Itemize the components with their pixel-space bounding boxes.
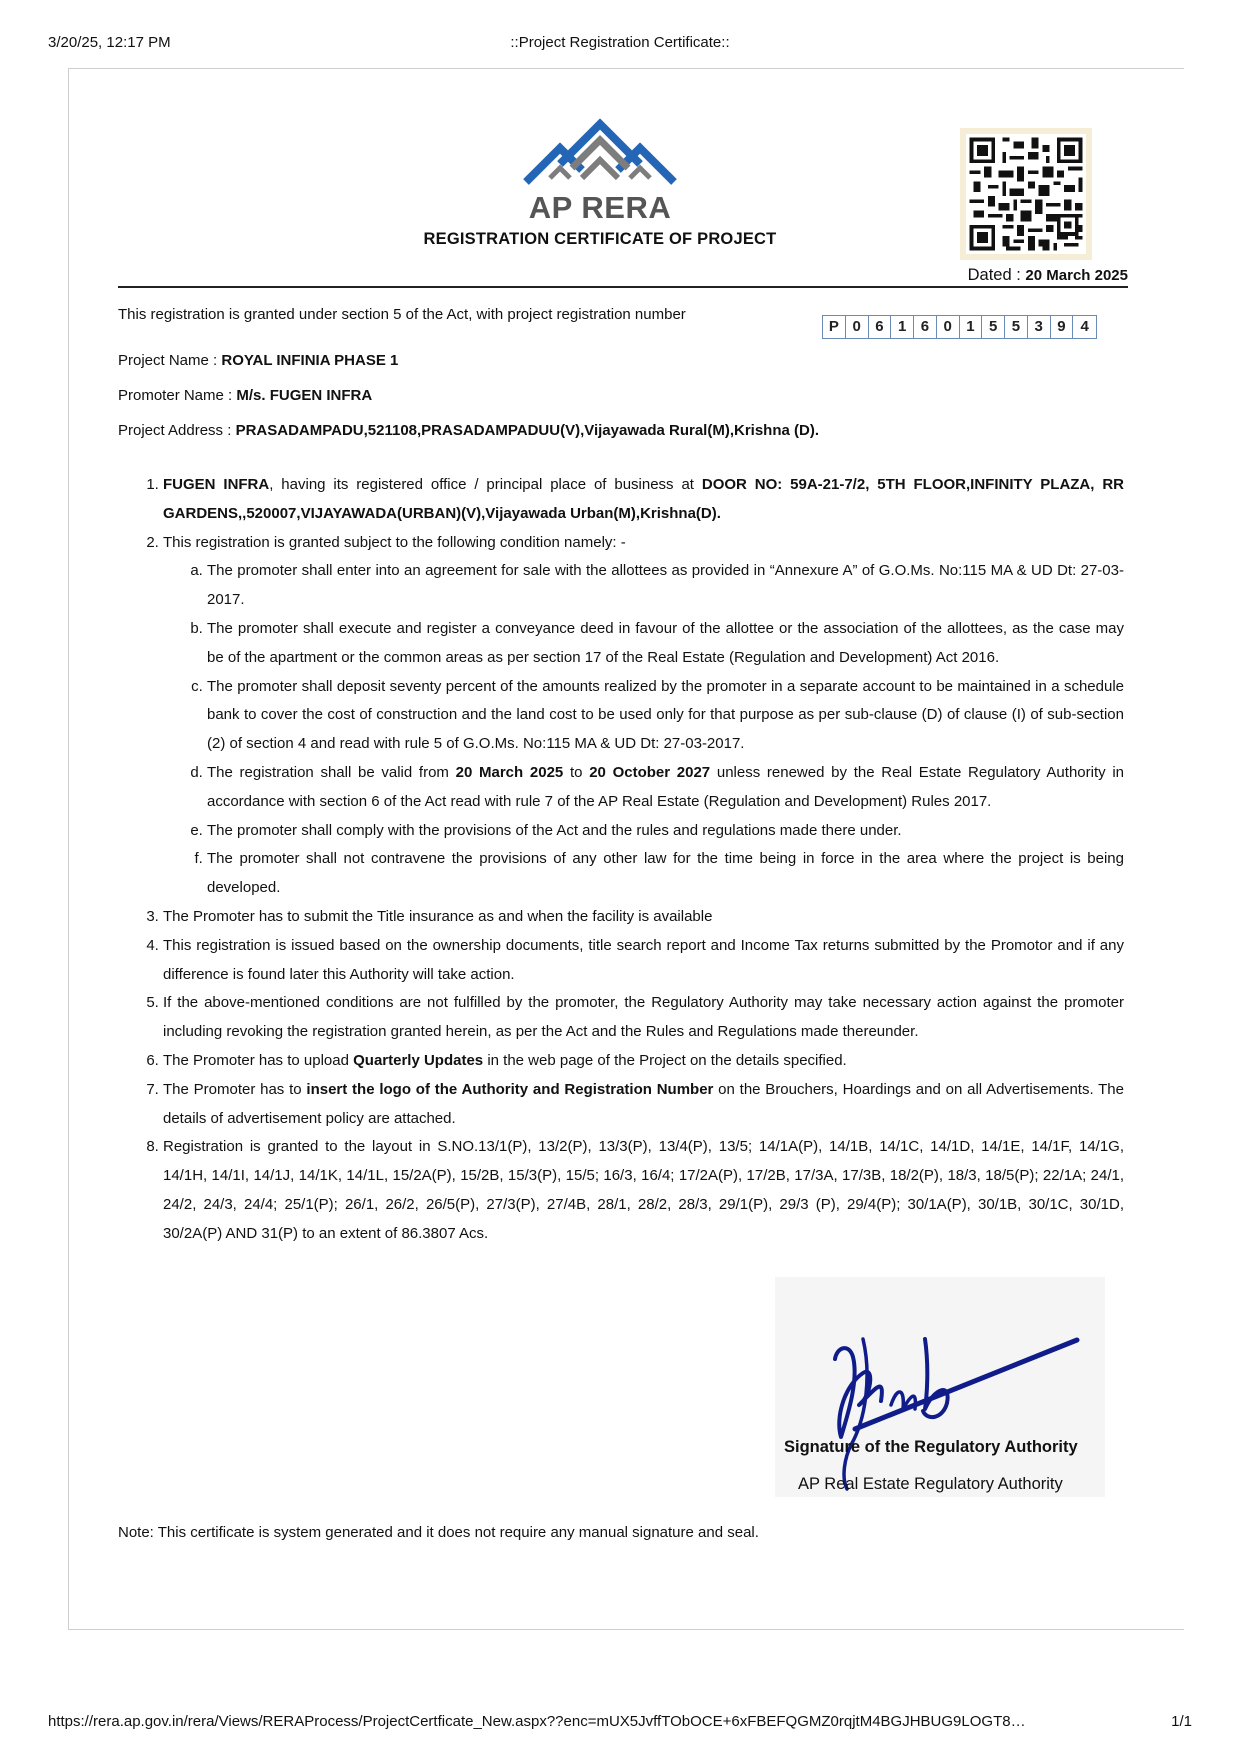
condition-4: 4. This registration is issued based on the ownership documents, title search report and Income Tax returns submitted by the Promotor and if any difference is found later this Authority will take action. [163,932,1124,990]
print-header [48,34,1192,54]
reg-digit: 6 [869,316,892,338]
project-name-row [118,352,398,369]
validity-to-word: to [563,763,590,781]
sub-conditions-list [163,557,1124,903]
condition-2-intro: This registration is granted subject to the following condition namely: - [163,533,626,551]
reg-digit: 3 [1028,316,1051,338]
promoter-name-label: Promoter Name : [118,387,233,404]
project-address: PRASADAMPADU,521108,PRASADAMPADUU(V),Vijayawada Rural(M),Krishna (D). [235,422,820,439]
signature-organization: AP Real Estate Regulatory Authority [798,1475,1063,1493]
sub-condition-b: b. The promoter shall execute and register a conveyance deed in favour of the allottee or the association of the allottees, as the case may be of the apartment or the common areas as per section 17 of the Real Estate (Regulation and Development) Act 2016. [207,615,1124,673]
condition-2 [163,529,1124,903]
print-page-title: ::Project Registration Certificate:: [510,34,730,51]
project-address-row [118,422,819,439]
condition-1 [163,471,1124,529]
registered-office-address: DOOR NO: 59A-21-7/2, 5TH FLOOR,INFINITY PLAZA, RR GARDENS,,520007,VIJAYAWADA(URBAN)(V),Vijayawada Urban(M),Krishna(D). [163,476,1124,522]
signature-image [775,1277,1105,1497]
registration-number-box [822,315,1097,339]
certificate-title: REGISTRATION CERTIFICATE OF PROJECT [423,230,777,248]
condition-8: 8. Registration is granted to the layout in S.NO.13/1(P), 13/2(P), 13/3(P), 13/4(P), 13/5; 14/1A(P), 14/1B, 14/1C, 14/1D, 14/1E, 14/1F, 14/1G, 14/1H, 14/1I, 14/1J, 14/1K, 14/1L, 15/2A(P), 15/2B, 15/3(P), 15/5; 16/3, 16/4; 17/2A(P), 17/2B, 17/3A, 17/3B, 18/2(P), 18/3, 18/5(P); 22/1A; 24/1, 24/2, 24/3, 24/4; 25/1(P); 26/1, 26/2, 26/5(P), 27/3(P), 27/4B, 28/1, 28/2, 28/3, 29/1(P), 29/3 (P), 29/4(P); 30/1A(P), 30/1B, 30/1C, 30/1D, 30/2A(P) AND 31(P) to an extent of 86.3807 Acs. [163,1133,1124,1248]
dated-line [968,266,1128,285]
validity-pre: The registration shall be valid from [207,763,456,781]
quarterly-updates: Quarterly Updates [353,1051,484,1069]
validity-post: unless renewed by the Real Estate Regulatory Authority in accordance with section 6 of the Act read with rule 7 of the AP Real Estate (Regulation and Development) Rules 2017. [207,763,1124,810]
sub-condition-c: c. The promoter shall deposit seventy percent of the amounts realized by the promoter in a separate account to be maintained in a schedule bank to cover the cost of construction and the land cost to be used only for that purpose as per sub-clause (D) of clause (I) of sub-section (2) of section 4 and read with rule 5 of G.O.Ms. No:115 MA & UD Dt: 27-03-2017. [207,673,1124,759]
reg-digit: 0 [846,316,869,338]
project-name: ROYAL INFINIA PHASE 1 [221,352,399,369]
condition-6-pre: The Promoter has to upload [163,1051,354,1069]
grant-text: This registration is granted under section 5 of the Act, with project registration number [118,306,686,323]
system-generated-note: Note: This certificate is system generated and it does not require any manual signature and seal. [118,1524,759,1541]
reg-digit: 5 [982,316,1005,338]
dated-label: Dated : [967,266,1021,284]
reg-digit: 1 [960,316,983,338]
signature-title: Signature of the Regulatory Authority [784,1438,1078,1456]
print-timestamp: 3/20/25, 12:17 PM [48,34,171,51]
reg-digit: 1 [891,316,914,338]
dated-value: 20 March 2025 [1025,267,1128,284]
valid-from-date: 20 March 2025 [455,763,564,781]
header-divider [118,286,1128,288]
condition-3: 3. The Promoter has to submit the Title insurance as and when the facility is available [163,903,1124,932]
brand-name: AP RERA [528,190,672,225]
project-address-label: Project Address : [118,422,232,439]
reg-digit: 5 [1005,316,1028,338]
condition-7-pre: The Promoter has to [163,1080,307,1098]
qr-code-icon [960,128,1092,260]
reg-digit: P [823,316,846,338]
promoter-name-row [118,387,372,404]
reg-digit: 0 [937,316,960,338]
reg-digit: 9 [1051,316,1074,338]
page-url: https://rera.ap.gov.in/rera/Views/RERAProcess/ProjectCertficate_New.aspx??enc=mUX5JvffTObOCE+6xFBEFQGMZ0rqjtM4BGJHBUG9LOGT8… [48,1713,1026,1730]
condition-5: 5. If the above-mentioned conditions are not fulfilled by the promoter, the Regulatory Authority may take necessary action against the promoter including revoking the registration granted herein, as per the Act and the Rules and Regulations made thereunder. [163,989,1124,1047]
page-number: 1/1 [1171,1713,1192,1730]
conditions-list [118,471,1124,1249]
condition-7 [163,1076,1124,1134]
condition-7-post: on the Brouchers, Hoardings and on all Advertisements. The details of advertisement policy are attached. [163,1080,1124,1127]
reg-digit: 6 [914,316,937,338]
sub-condition-e: e. The promoter shall comply with the provisions of the Act and the rules and regulations made there under. [207,817,1124,846]
promoter-name: M/s. FUGEN INFRA [236,387,373,404]
sub-condition-f: f. The promoter shall not contravene the provisions of any other law for the time being in force in the area where the project is being developed. [207,845,1124,903]
condition-6-post: in the web page of the Project on the details specified. [483,1051,847,1069]
sub-condition-d [207,759,1124,817]
sub-condition-a: a. The promoter shall enter into an agreement for sale with the allottees as provided in “Annexure A” of G.O.Ms. No:115 MA & UD Dt: 27-03-2017. [207,557,1124,615]
logo-requirement: insert the logo of the Authority and Registration Number [306,1080,714,1098]
reg-digit: 4 [1080,318,1089,335]
condition-6 [163,1047,1124,1076]
condition-1-text: , having its registered office / principal place of business at [269,476,702,493]
company-name: FUGEN INFRA [163,476,270,493]
valid-to-date: 20 October 2027 [589,763,711,781]
project-name-label: Project Name : [118,352,218,369]
